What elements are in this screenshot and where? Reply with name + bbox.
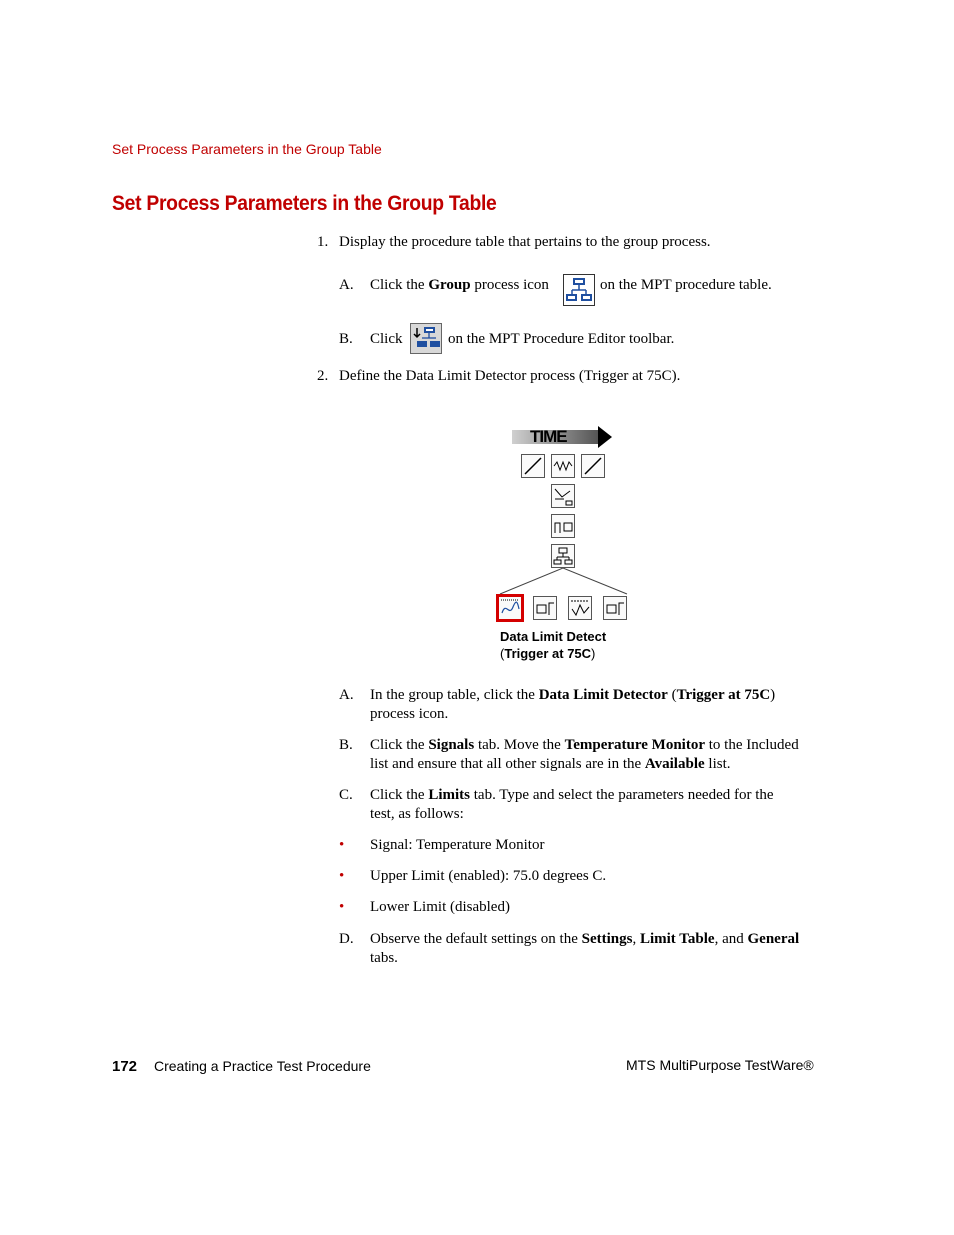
group-process-node-icon[interactable] <box>551 544 575 568</box>
time-label: TIME <box>530 427 567 446</box>
footer-chapter: Creating a Practice Test Procedure <box>154 1058 371 1074</box>
figure-caption-line2: (Trigger at 75C) <box>500 646 596 661</box>
step-2c-line2: test, as follows: <box>370 806 464 822</box>
procedure-editor-group-icon[interactable] <box>410 323 442 354</box>
bullet-icon: • <box>339 837 345 853</box>
acquisition-icon-2[interactable] <box>533 596 557 620</box>
bullet-item: Upper Limit (enabled): 75.0 degrees C. <box>370 868 607 884</box>
group-process-icon[interactable] <box>563 274 595 306</box>
step-1a-text: Click the Group process icon <box>370 277 549 293</box>
data-acquisition-icon[interactable] <box>551 514 575 538</box>
procedure-diagram <box>490 420 640 630</box>
step-1-number: 1. <box>317 234 329 250</box>
step-2b-line1: Click the Signals tab. Move the Temperature Monitor to the Included <box>370 737 799 753</box>
ramp-process-icon[interactable] <box>521 454 545 478</box>
acquisition-icon-3[interactable] <box>603 596 627 620</box>
ramp-process-icon-2[interactable] <box>581 454 605 478</box>
data-limit-detect-icon[interactable] <box>496 594 524 622</box>
figure-caption-line1: Data Limit Detect <box>500 629 607 644</box>
step-2b-letter: B. <box>339 737 353 753</box>
step-2c-letter: C. <box>339 787 353 803</box>
step-1b-text: Click <box>370 331 403 347</box>
step-2d-line2: tabs. <box>370 950 398 966</box>
page-title: Set Process Parameters in the Group Table <box>112 192 497 215</box>
step-2-number: 2. <box>317 368 329 384</box>
footer-product: MTS MultiPurpose TestWare® <box>626 1057 814 1073</box>
step-1b-letter: B. <box>339 331 353 347</box>
group-connector-lines <box>490 568 640 596</box>
step-2d-line1: Observe the default settings on the Settings, Limit Table, and General <box>370 931 800 947</box>
detector-process-icon[interactable] <box>551 484 575 508</box>
step-2a-line2: process icon. <box>370 706 449 722</box>
signal-detect-icon[interactable] <box>568 596 592 620</box>
time-banner <box>512 424 612 448</box>
bullet-icon: • <box>339 899 345 915</box>
step-1a-letter: A. <box>339 277 354 293</box>
step-1-text: Display the procedure table that pertains to the group process. <box>339 234 711 250</box>
step-2b-line2: list and ensure that all other signals are in the Available list. <box>370 756 731 772</box>
step-2d-letter: D. <box>339 931 354 947</box>
bullet-icon: • <box>339 868 345 884</box>
breadcrumb: Set Process Parameters in the Group Table <box>112 141 382 157</box>
page-number: 172 <box>112 1058 138 1075</box>
step-2c-line1: Click the Limits tab. Type and select the parameters needed for the <box>370 787 774 803</box>
step-2-text: Define the Data Limit Detector process (Trigger at 75C). <box>339 368 681 384</box>
cycle-process-icon[interactable] <box>551 454 575 478</box>
bullet-item: Signal: Temperature Monitor <box>370 837 545 853</box>
bullet-item: Lower Limit (disabled) <box>370 899 510 915</box>
step-2a-line1: In the group table, click the Data Limit Detector (Trigger at 75C) <box>370 687 776 703</box>
step-1a-text-end: on the MPT procedure table. <box>600 277 772 293</box>
step-1b-text-end: on the MPT Procedure Editor toolbar. <box>448 331 675 347</box>
step-2a-letter: A. <box>339 687 354 703</box>
